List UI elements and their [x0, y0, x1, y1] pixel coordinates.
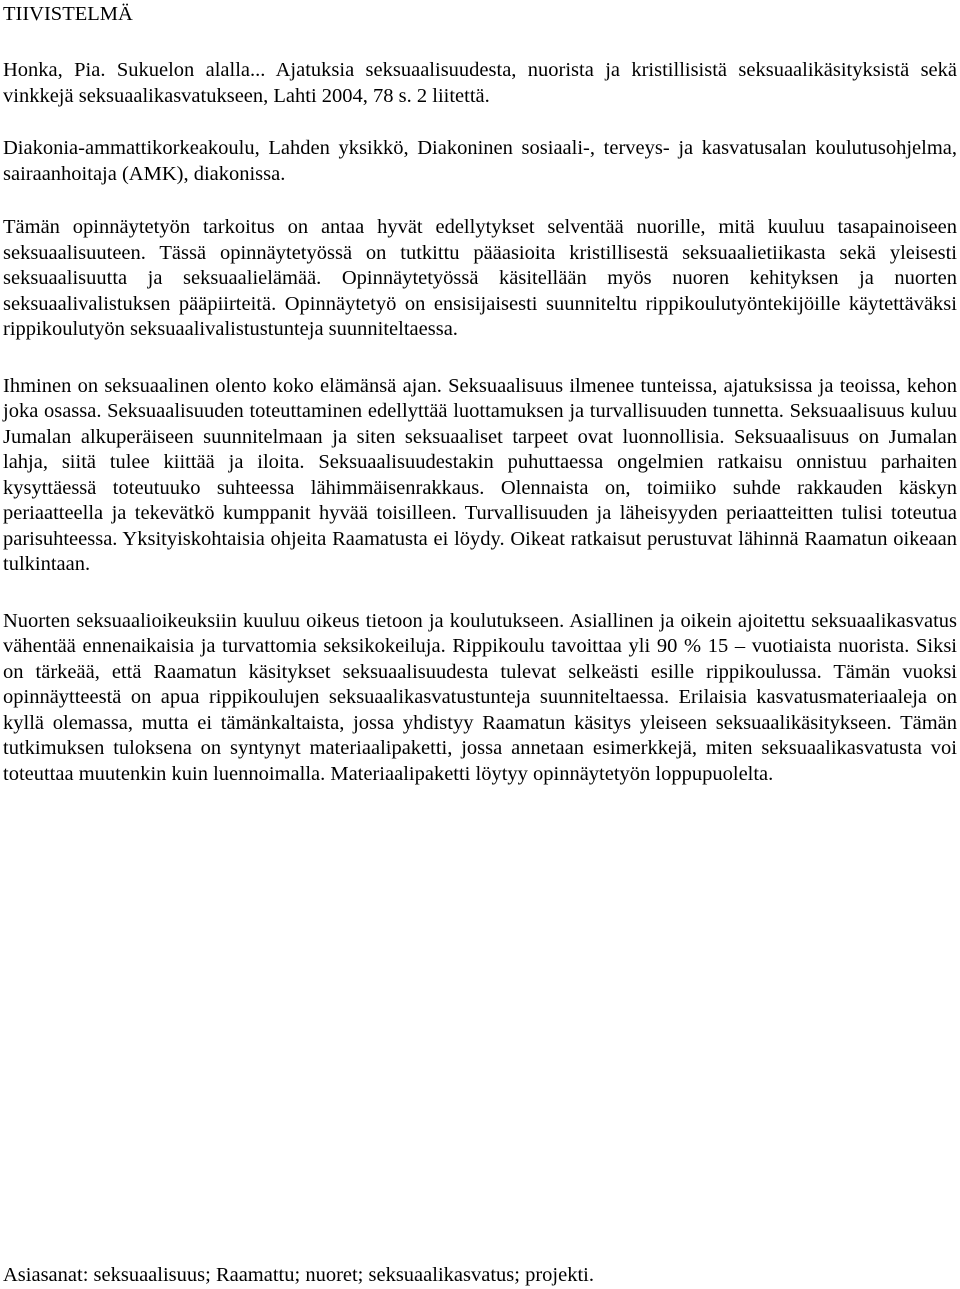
bibliographic-citation: Honka, Pia. Sukuelon alalla... Ajatuksia seksuaalisuudesta, nuorista ja kristillisistä seksuaalikäsityksistä sekä vinkkejä seksuaalikasvatukseen, Lahti 2004, 78 s. 2 liitettä.: [3, 59, 957, 107]
document-page: [3, 0, 957, 787]
page-title: TIIVISTELMÄ: [3, 3, 133, 25]
abstract-paragraph-purpose: Tämän opinnäytetyön tarkoitus on antaa hyvät edellytykset selventää nuorille, mitä kuuluu tasapainoiseen seksuaalisuuteen. Tässä opinnäytetyössä on tutkittu pääasioita kristillisestä seksuaalietiikasta sekä yleisesti seksuaalisuutta ja seksuaalielämää. Opinnäytetyössä käsitellään myös nuoren kehityksen ja nuorten seksuaalivalistuksen pääpiirteitä. Opinnäytetyö on ensisijaisesti suunniteltu rippikoulutyöntekijöille käytettäväksi rippikoulutyön seksuaalivalistustunteja suunniteltaessa.: [3, 216, 957, 340]
keywords: Asiasanat: seksuaalisuus; Raamattu; nuoret; seksuaalikasvatus; projekti.: [3, 1264, 594, 1286]
institution-info: Diakonia-ammattikorkeakoulu, Lahden yksikkö, Diakoninen sosiaali-, terveys- ja kasvatusalan koulutusohjelma, sairaanhoitaja (AMK), diakonissa.: [3, 137, 957, 185]
abstract-paragraph-sexuality: Ihminen on seksuaalinen olento koko elämänsä ajan. Seksuaalisuus ilmenee tunteissa, ajatuksissa ja teoissa, kehon joka osassa. Seksuaalisuuden toteuttaminen edellyttää luottamuksen ja turvallisuuden tunnetta. Seksuaalisuus kuluu Jumalan alkuperäiseen suunnitelmaan ja siten seksuaaliset tarpeet ovat luonnollisia. Seksuaalisuus on Jumalan lahja, siitä tulee kiittää ja iloita. Seksuaalisuudestakin puhuttaessa ongelmien ratkaisu onnistuu parhaiten kysyttäessä toteutuuko suhteessa lähimmäisenrakkaus. Olennaista on, toimiiko suhde rakkauden käskyn periaatteella ja tekevätkö kumppanit hyvää toisilleen. Turvallisuuden ja läheisyyden periaatteitten tulisi toteutua parisuhteessa. Yksityiskohtaisia ohjeita Raamatusta ei löydy. Oikeat ratkaisut perustuvat lähinnä Raamatun oikeaan tulkintaan.: [3, 374, 957, 575]
abstract-paragraph-youth: Nuorten seksuaalioikeuksiin kuuluu oikeus tietoon ja koulutukseen. Asiallinen ja oikein ajoitettu seksuaalikasvatus vähentää ennenaikaisia ja turvattomia seksikokeiluja. Rippikoulu tavoittaa yli 90 % 15 – vuotiaista nuorista. Siksi on tärkeää, että Raamatun käsitykset seksuaalisuudesta tulevat selkeästi esille rippikoulussa. Tämän vuoksi opinnäytteestä on apua rippikoulujen seksuaalikasvatustunteja suunniteltaessa. Erilaisia kasvatusmateriaaleja on kyllä olemassa, mutta ei tämänkaltaista, jossa yhdistyy Raamatun käsitys yleiseen seksuaalikäsitykseen. Tämän tutkimuksen tuloksena on syntynyt materiaalipaketti, jossa annetaan esimerkkejä, miten seksuaalikasvatusta voi toteuttaa muutenkin kuin luennoimalla. Materiaalipaketti löytyy opinnäytetyön loppupuolelta.: [3, 609, 957, 785]
